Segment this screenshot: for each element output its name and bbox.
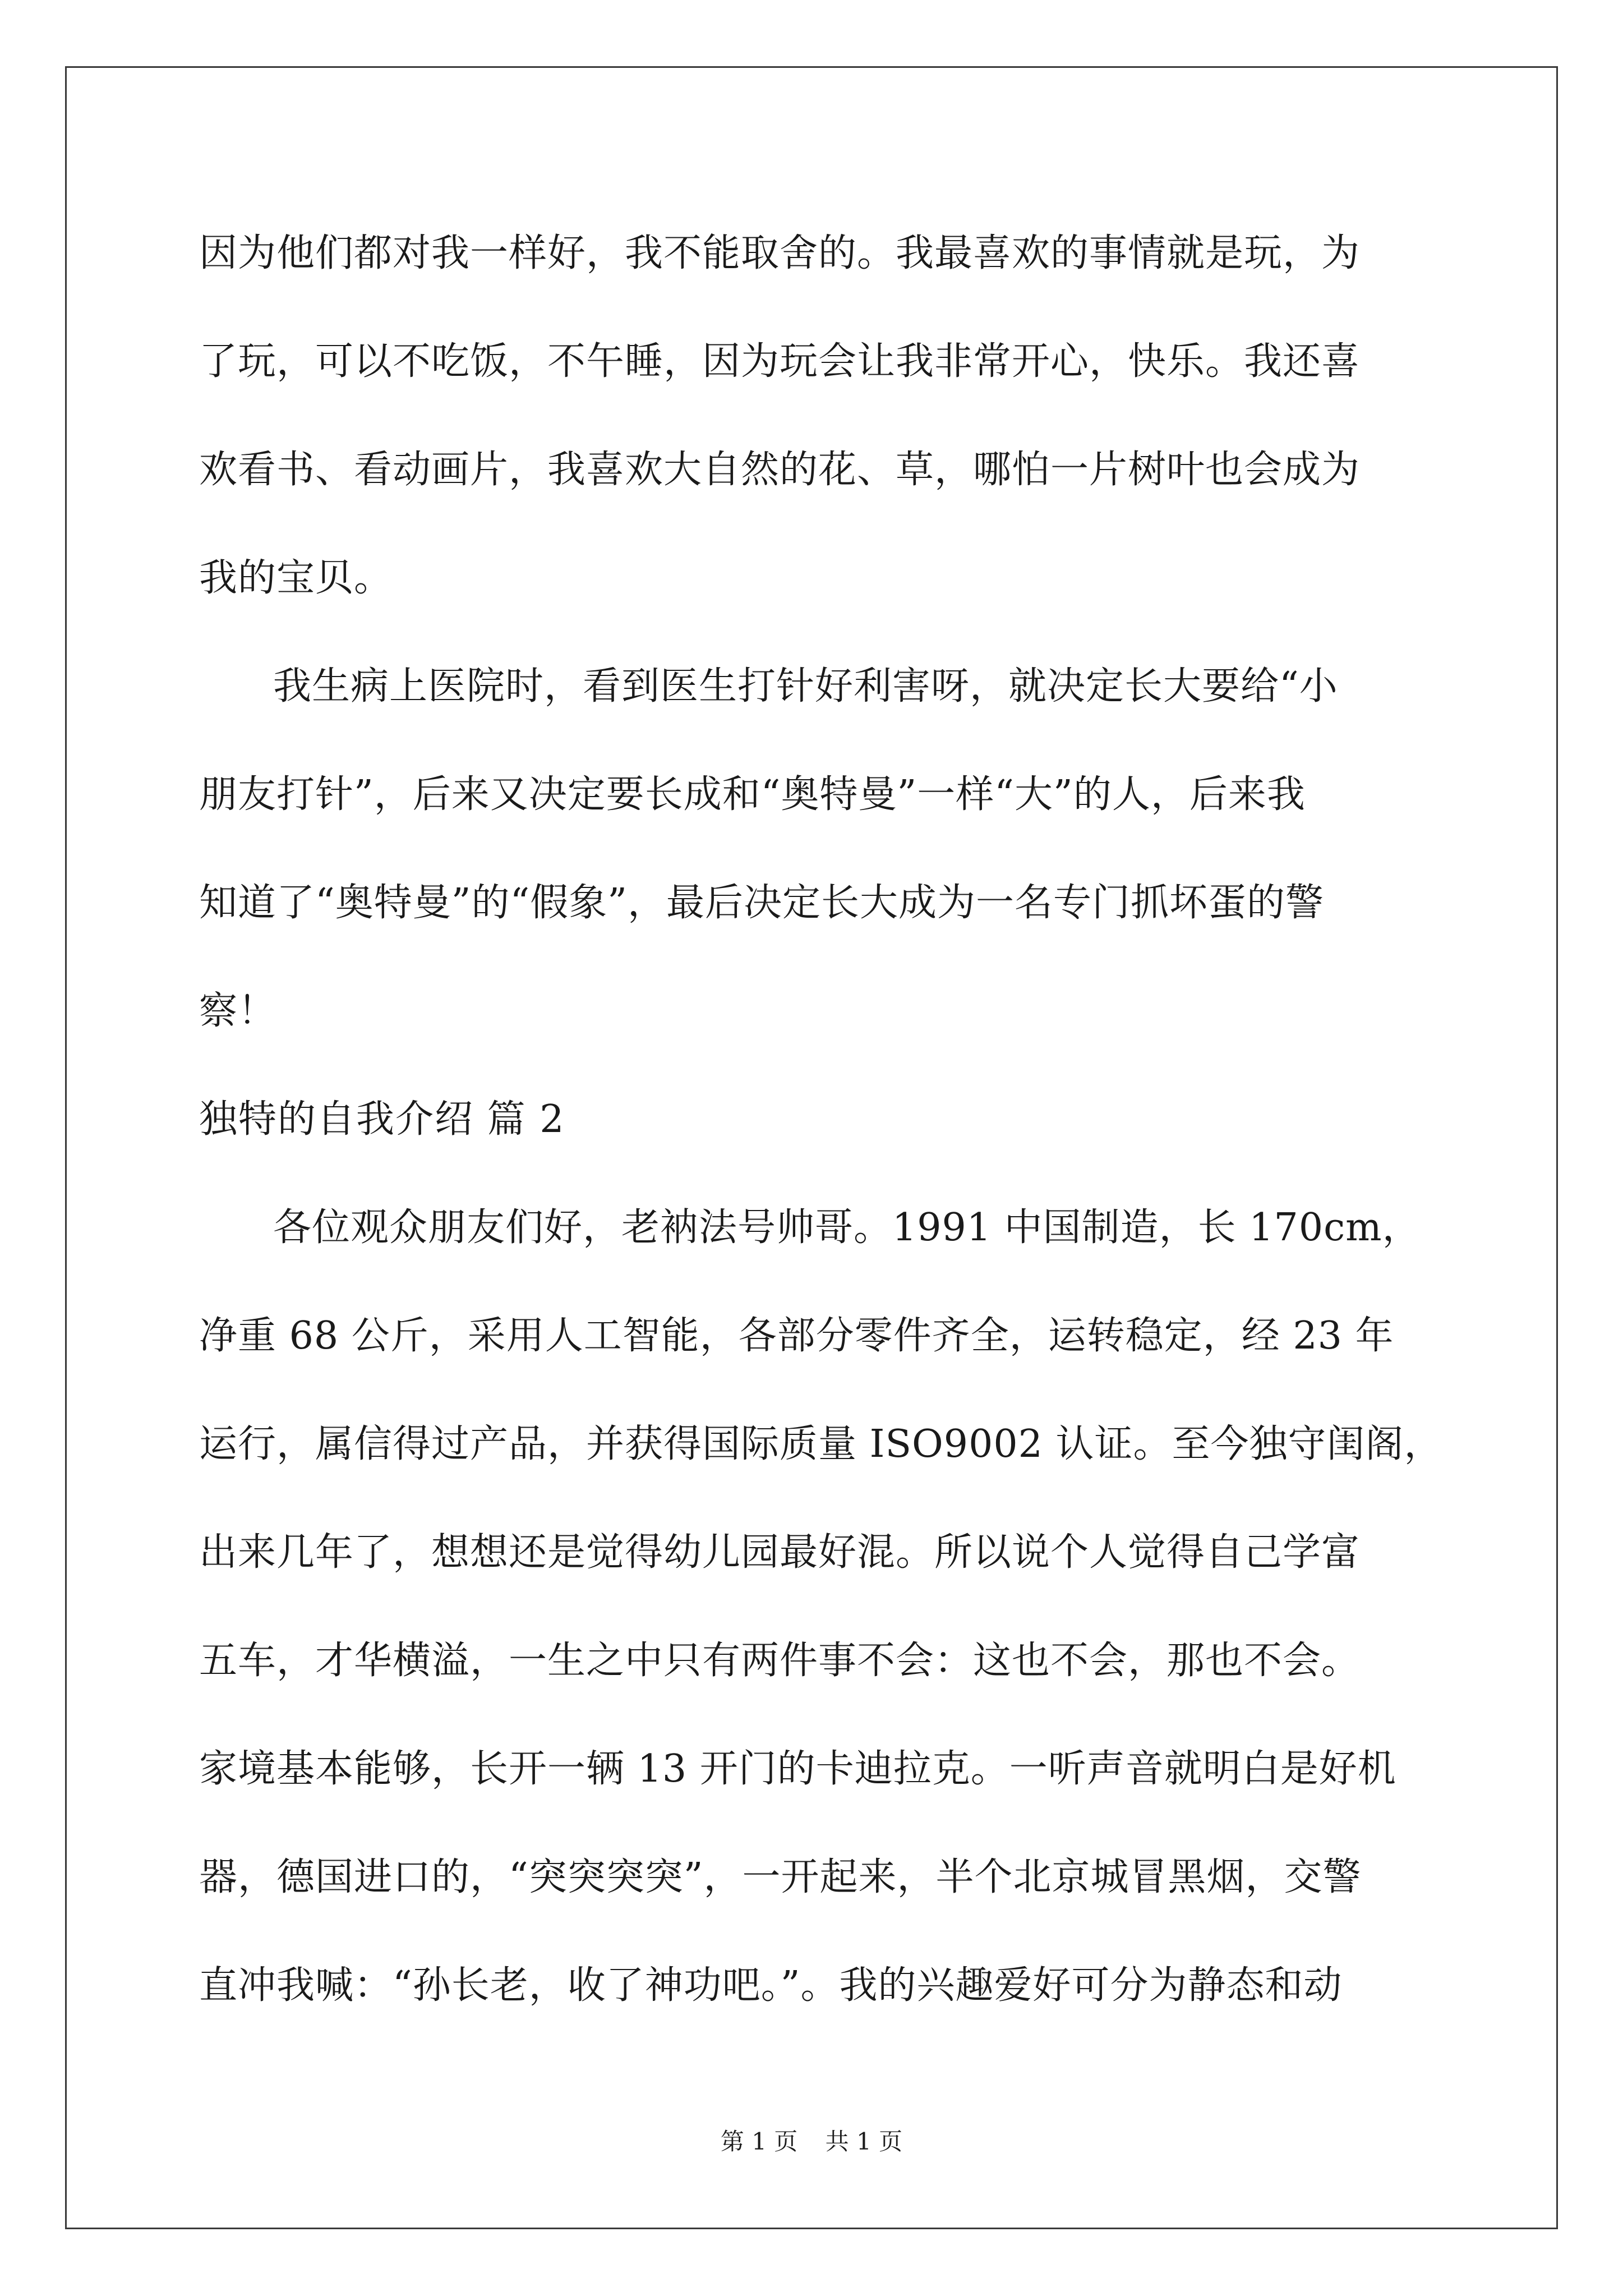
text-line: 各位观众朋友们好，老衲法号帅哥。1991 中国制造，长 170cm， [273,1205,1421,1250]
text-line: 了玩，可以不吃饭，不午睡，因为玩会让我非常开心，快乐。我还喜 [199,339,1361,384]
text-line: 家境基本能够，长开一辆 13 开门的卡迪拉克。一听声音就明白是好机 [199,1747,1396,1791]
text-line: 察！ [199,989,277,1033]
page-footer [0,2125,1623,2159]
text-line: 器，德国进口的，“突突突突”，一开起来，半个北京城冒黑烟，交警 [199,1855,1362,1899]
text-line: 净重 68 公斤，采用人工智能，各部分零件齐全，运转稳定，经 23 年 [199,1314,1394,1358]
text-line: 朋友打针”，后来又决定要长成和“奥特曼”一样“大”的人，后来我 [199,772,1306,817]
text-line: 直冲我喊：“孙长老，收了神功吧。”。我的兴趣爱好可分为静态和动 [199,1963,1343,2008]
text-line: 因为他们都对我一样好，我不能取舍的。我最喜欢的事情就是玩，为 [199,231,1361,275]
page-total: 共 1 页 [825,2128,903,2155]
section-heading: 独特的自我介绍 篇 2 [199,1097,565,1142]
text-line: 出来几年了，想想还是觉得幼儿园最好混。所以说个人觉得自己学富 [199,1530,1361,1575]
page-number: 第 1 页 [720,2128,798,2155]
text-line: 知道了“奥特曼”的“假象”，最后决定长大成为一名专门抓坏蛋的警 [199,881,1325,925]
text-line: 五车，才华横溢，一生之中只有两件事不会：这也不会，那也不会。 [199,1639,1361,1683]
text-line: 我生病上医院时，看到医生打针好利害呀，就决定长大要给“小 [273,664,1338,708]
text-line: 运行，属信得过产品，并获得国际质量 ISO9002 认证。至今独守闺阁， [199,1422,1443,1466]
text-line: 我的宝贝。 [199,556,393,600]
text-line: 欢看书、看动画片，我喜欢大自然的花、草，哪怕一片树叶也会成为 [199,448,1361,492]
document-body [199,199,1443,2040]
